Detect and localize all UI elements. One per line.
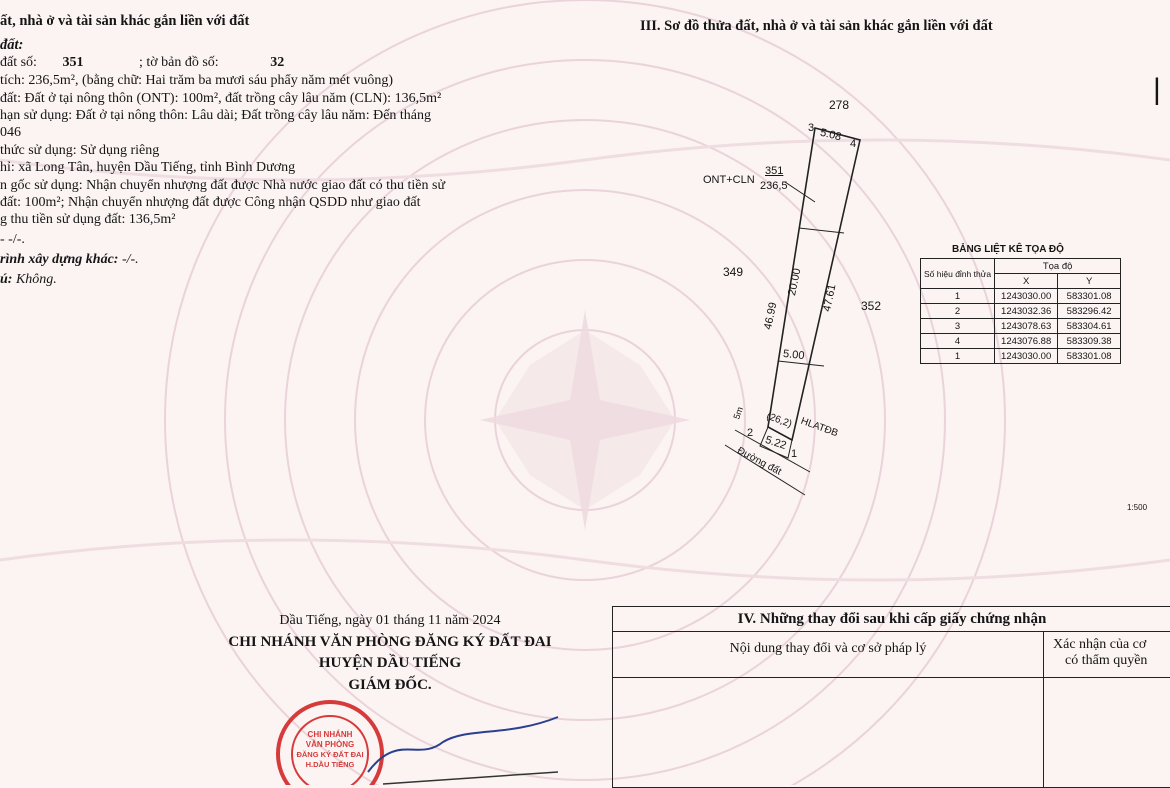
- dim-right: 47.61: [821, 283, 839, 313]
- vertex-3: 3: [808, 122, 815, 134]
- coord-col-group: Tọa độ: [995, 259, 1121, 274]
- table-row: [921, 334, 1121, 349]
- note-value: Không.: [15, 272, 57, 287]
- sheet-number: 32: [270, 55, 285, 70]
- signature-title: GIÁM ĐỐC.: [348, 677, 432, 693]
- north-arrow-icon: |: [1153, 73, 1161, 106]
- origin-line-1: n gốc sử dụng: Nhận chuyển nhượng đất được Nhà nước giao đất có thu tiền sử: [0, 178, 446, 193]
- origin-line-2: đất: 100m²; Nhận chuyển nhượng đất được Công nhận QSDD như giao đất: [0, 195, 421, 210]
- signature-stroke: [368, 717, 558, 772]
- coord-y: 583296.42: [1058, 304, 1121, 319]
- coord-col-id: Số hiệu đỉnh thửa: [921, 259, 995, 289]
- changes-col-confirm-1: Xác nhận của cơ: [1053, 637, 1147, 652]
- note-line: [0, 272, 57, 288]
- coord-id: 1: [921, 289, 995, 304]
- coord-table: [920, 258, 1121, 364]
- parcel-line: [0, 55, 284, 71]
- parcel-code: ONT+CLN: [703, 174, 755, 186]
- parcel-prefix: đất số:: [0, 55, 37, 70]
- origin-line-3: g thu tiền sử dụng đất: 136,5m²: [0, 212, 176, 227]
- road-label: Đường đất: [735, 445, 784, 478]
- official-stamp: [268, 692, 578, 785]
- coord-y: 583309.38: [1058, 334, 1121, 349]
- dash-line: - -/-.: [0, 232, 25, 247]
- coord-y: 583304.61: [1058, 319, 1121, 334]
- table-row: [921, 349, 1121, 364]
- parcel-area: 236,5: [760, 180, 788, 192]
- coord-y: 583301.08: [1058, 289, 1121, 304]
- vertex-1: 1: [791, 448, 798, 460]
- dim-top: 5.08: [818, 126, 843, 144]
- changes-divider: [1043, 631, 1044, 787]
- sheet-label: ; tờ bản đồ số:: [138, 55, 219, 70]
- neighbor-right: 352: [861, 299, 882, 313]
- address-line: hỉ: xã Long Tân, huyện Dầu Tiếng, tỉnh Bình Dương: [0, 160, 296, 175]
- vertex-4: 4: [850, 138, 857, 150]
- dim-left: 46.99: [762, 301, 780, 331]
- neighbor-top: 278: [829, 98, 850, 112]
- land-info-heading: ất, nhà ở và tài sản khác gắn liền với đất: [0, 13, 250, 29]
- dim-bottom: 5.22: [763, 433, 788, 453]
- coord-id: 2: [921, 304, 995, 319]
- coord-id: 1: [921, 349, 995, 364]
- term-line-2: 046: [0, 125, 21, 140]
- signature-date: Dầu Tiếng, ngày 01 tháng 11 năm 2024: [279, 613, 501, 628]
- signature-org-2: HUYỆN DẦU TIẾNG: [318, 655, 462, 671]
- parcel-no: 351: [765, 165, 784, 177]
- changes-table: [612, 606, 1170, 788]
- table-row: [921, 289, 1121, 304]
- term-line: hạn sử dụng: Đất ở tại nông thôn: Lâu dài; Đất trồng cây lâu năm: Đến tháng: [0, 108, 432, 123]
- parcel-number: 351: [62, 55, 84, 70]
- diagram-heading: III. Sơ đồ thửa đất, nhà ở và tài sản khác gắn liền với đất: [640, 18, 993, 34]
- coord-x: 1243030.00: [995, 349, 1058, 364]
- neighbor-left: 349: [723, 265, 744, 279]
- dim-inner: 20.00: [786, 267, 804, 297]
- table-row: [921, 319, 1121, 334]
- coord-col-y: Y: [1058, 274, 1121, 289]
- scale-label: 1:500: [1127, 503, 1148, 512]
- other-works-line: [0, 252, 139, 268]
- coord-id: 3: [921, 319, 995, 334]
- coord-x: 1243076.88: [995, 334, 1058, 349]
- coord-id: 4: [921, 334, 995, 349]
- dim-mid: 5.00: [782, 347, 805, 363]
- corridor-width: 5m: [731, 405, 746, 421]
- coord-y: 583301.08: [1058, 349, 1121, 364]
- area-line: tích: 236,5m², (bằng chữ: Hai trăm ba mươi sáu phẩy năm mét vuông): [0, 73, 394, 88]
- other-works-label: rình xây dựng khác:: [0, 252, 119, 267]
- svg-text:H.DẦU TIẾNG: H.DẦU TIẾNG: [305, 760, 355, 769]
- corridor-area: (26,2): [764, 410, 794, 431]
- svg-text:ĐĂNG KÝ ĐẤT ĐAI: ĐĂNG KÝ ĐẤT ĐAI: [296, 750, 364, 759]
- coord-col-x: X: [995, 274, 1058, 289]
- coord-x: 1243078.63: [995, 319, 1058, 334]
- land-info-subheading: đất:: [0, 37, 24, 53]
- coord-x: 1243030.00: [995, 289, 1058, 304]
- corridor-label: HLATĐB: [799, 415, 840, 440]
- coord-x: 1243032.36: [995, 304, 1058, 319]
- land-type-line: đất: Đất ở tại nông thôn (ONT): 100m², đất trồng cây lâu năm (CLN): 136,5m²: [0, 91, 442, 106]
- changes-col-content: Nội dung thay đổi và cơ sở pháp lý: [729, 641, 927, 656]
- use-form-line: thức sử dụng: Sử dụng riêng: [0, 143, 160, 158]
- parcel-diagram: [690, 90, 920, 510]
- svg-text:CHI NHÁNH: CHI NHÁNH: [307, 730, 353, 739]
- svg-text:VĂN PHÒNG: VĂN PHÒNG: [305, 740, 355, 749]
- coord-table-title: BẢNG LIỆT KÊ TỌA ĐỘ: [952, 244, 1064, 255]
- changes-col-confirm-2: có thẩm quyền: [1065, 653, 1148, 668]
- signature-org-1: CHI NHÁNH VĂN PHÒNG ĐĂNG KÝ ĐẤT ĐAI: [228, 634, 552, 650]
- changes-header-line: [613, 677, 1170, 678]
- table-row: [921, 304, 1121, 319]
- changes-heading: IV. Những thay đổi sau khi cấp giấy chứng nhận: [613, 607, 1170, 632]
- vertex-2: 2: [747, 427, 754, 439]
- other-works-value: -/-.: [121, 252, 139, 267]
- note-label: ú:: [0, 272, 13, 287]
